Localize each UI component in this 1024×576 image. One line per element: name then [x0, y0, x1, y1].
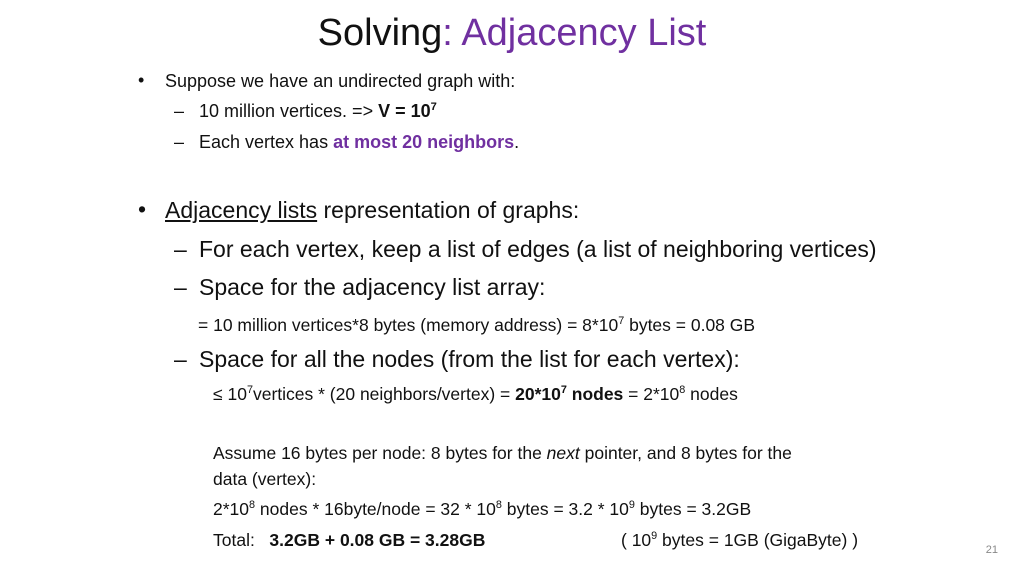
calc-2-bold2: nodes: [566, 384, 624, 404]
bullet-2-underlined: Adjacency lists: [165, 197, 318, 223]
note-sup: 9: [651, 530, 658, 543]
sub-1-1-bold: V = 10: [378, 101, 431, 121]
sub-1-1-sup: 7: [430, 101, 437, 113]
calc-2-mid: vertices * (20 neighbors/vertex) =: [252, 384, 516, 404]
assume-line-1: [213, 443, 792, 464]
total-line: [213, 530, 485, 551]
calc-2-sup2: 7: [560, 384, 567, 397]
calc-total-bytes: [213, 499, 751, 520]
bullet-2-text: [165, 197, 579, 224]
sub-dash-3: –: [174, 236, 187, 262]
calc-3-b: nodes * 16byte/node = 32 * 10: [255, 499, 496, 519]
calc-array-space: [198, 315, 755, 336]
sub-dash-2: –: [174, 132, 185, 152]
sub-1-2-post: .: [514, 132, 520, 152]
calc-1-pre: = 10 million vertices*8 bytes (memory address) = 8*10: [198, 315, 619, 335]
sub-dash-5: –: [174, 346, 187, 372]
sub-2-1: For each vertex, keep a list of edges (a list of neighboring vertices): [199, 236, 877, 262]
assume-1-post: pointer, and 8 bytes for the: [579, 443, 792, 463]
sub-1-1-pre: 10 million vertices. =>: [199, 101, 379, 121]
calc-2-sup3: 8: [679, 384, 686, 397]
calc-3-s1: 8: [249, 499, 256, 512]
slide-title: [0, 12, 1024, 55]
sub-2-2: Space for the adjacency list array:: [199, 274, 546, 300]
total-value: 3.2GB + 0.08 GB = 3.28GB: [269, 530, 486, 550]
bullet-2-rest: representation of graphs:: [317, 197, 580, 223]
bullet-marker-2: •: [138, 196, 147, 222]
calc-2-pre: ≤ 10: [213, 384, 247, 404]
calc-3-a: 2*10: [213, 499, 250, 519]
calc-3-s3: 9: [628, 499, 635, 512]
sub-1-1: [199, 101, 437, 122]
sub-1-2: [199, 132, 519, 153]
calc-2-sup1: 7: [246, 384, 253, 397]
gigabyte-note: [621, 530, 858, 551]
sub-dash-1: –: [174, 101, 185, 121]
calc-2-bold1: 20*10: [515, 384, 561, 404]
assume-1-pre: Assume 16 bytes per node: 8 bytes for the: [213, 443, 547, 463]
calc-3-c: bytes = 3.2 * 10: [501, 499, 629, 519]
calc-2-post2: nodes: [685, 384, 738, 404]
sub-1-2-pre: Each vertex has: [199, 132, 334, 152]
title-accent: : Adjacency List: [442, 12, 707, 54]
calc-1-post: bytes = 0.08 GB: [624, 315, 756, 335]
bullet-1-text: Suppose we have an undirected graph with:: [165, 71, 516, 91]
title-main: Solving: [317, 12, 443, 54]
bullet-marker-1: •: [138, 70, 145, 90]
assume-1-italic: next: [546, 443, 580, 463]
calc-3-s2: 8: [495, 499, 502, 512]
sub-1-2-highlight: at most 20 neighbors: [333, 132, 515, 152]
assume-line-2: data (vertex):: [213, 469, 317, 489]
total-label: Total:: [213, 530, 270, 550]
note-post: bytes = 1GB (GigaByte) ): [657, 530, 859, 550]
calc-nodes: [213, 384, 738, 405]
sub-2-3: Space for all the nodes (from the list for each vertex):: [199, 346, 740, 372]
note-pre: ( 10: [621, 530, 652, 550]
page-number: 21: [985, 544, 998, 556]
calc-3-d: bytes = 3.2GB: [634, 499, 752, 519]
calc-2-post1: = 2*10: [623, 384, 680, 404]
sub-dash-4: –: [174, 274, 187, 300]
calc-1-sup: 7: [618, 315, 625, 328]
